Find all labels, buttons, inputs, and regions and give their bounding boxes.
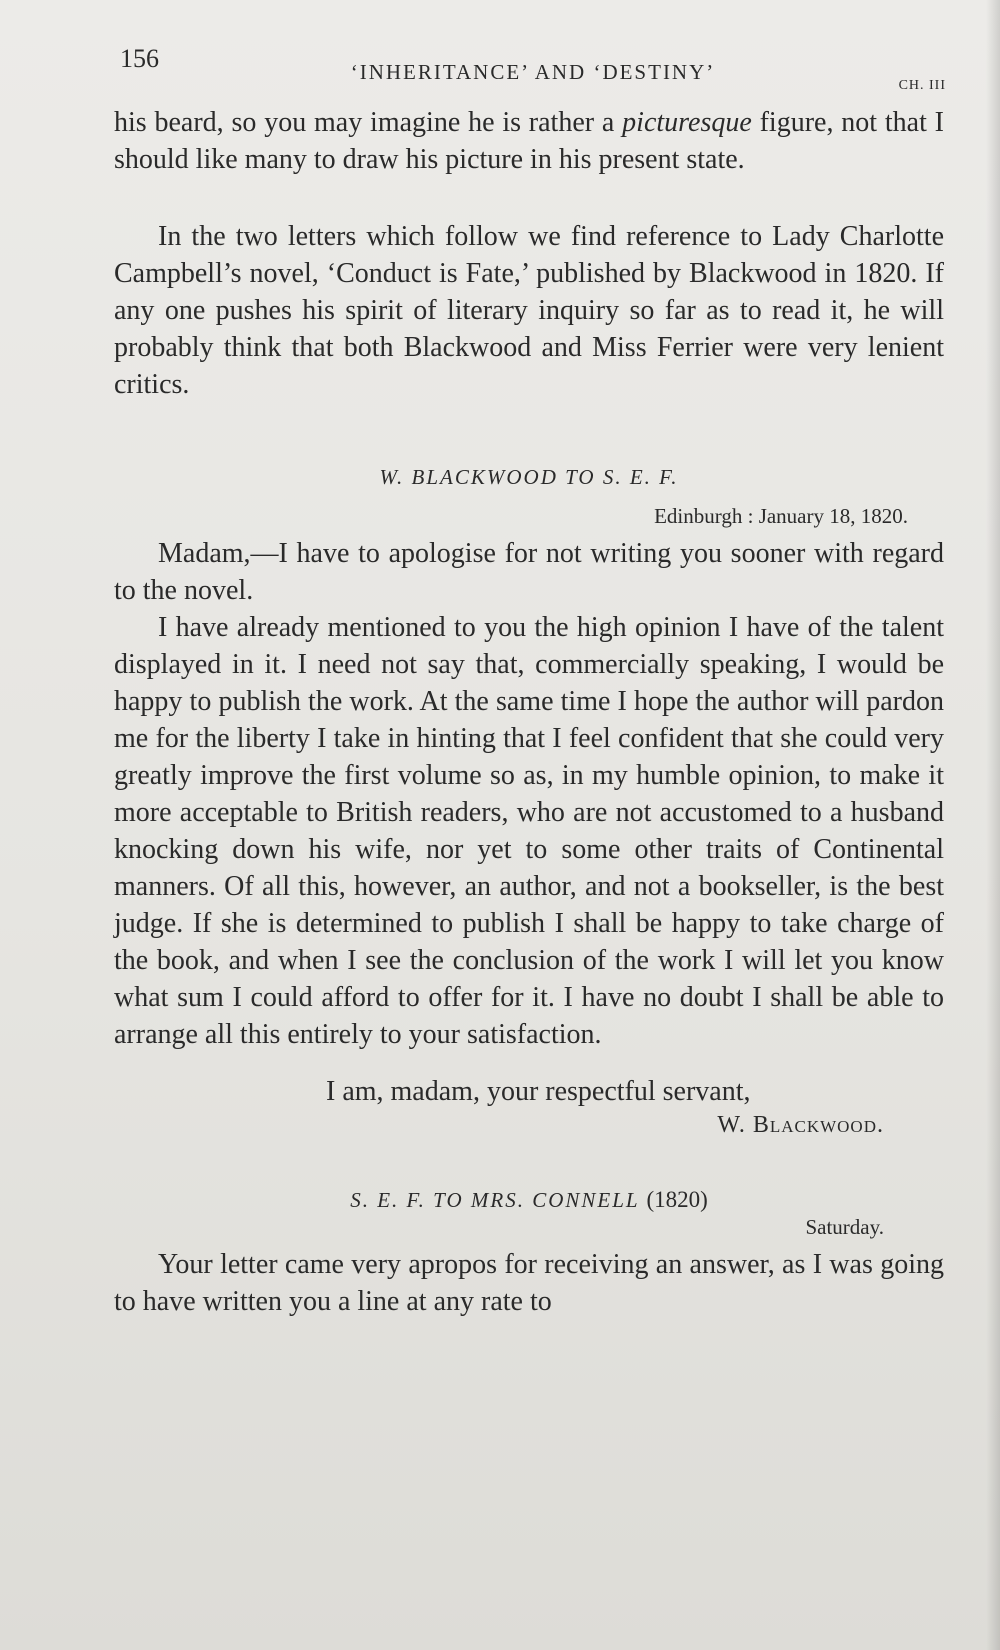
letter-paragraph: I have already mentioned to you the high opinion I have of the talent displayed in it. I need not say that, commercially speaking, I would be happy to publish the work. At the same time I hope the author will pardon me for the liberty I take in hinting that I feel confident that she could very greatly improve the first volume so as, in my humble opinion, to make it more acceptable to British readers, who are not accustomed to a husband knocking down his wife, nor yet to some other traits of Continental manners. Of all this, however, an author, and not a bookseller, is the best judge. If she is determined to publish I shall be happy to take charge of the book, and when I see the conclusion of the work I will let you know what sum I could afford to offer for it. I have no doubt I shall be able to arrange all this entirely to your satisfaction. bbox=[114, 612, 944, 1050]
letter-paragraph: Your letter came very apropos for receiving an answer, as I was going to have written you a line at any rate to bbox=[114, 1249, 944, 1317]
letter-heading bbox=[114, 1187, 944, 1213]
paragraph-text: his beard, so you may imagine he is rather a bbox=[114, 107, 623, 138]
letter-heading: W. BLACKWOOD TO S. E. F. bbox=[379, 465, 679, 489]
letter-closing: I am, madam, your respectful servant, bbox=[326, 1076, 751, 1107]
running-head bbox=[120, 44, 946, 93]
italic-word: picturesque bbox=[622, 107, 752, 138]
letter-heading-year: (1820) bbox=[646, 1187, 708, 1212]
chapter-reference: CH. III bbox=[898, 78, 946, 93]
letter-paragraph: Madam,—I have to apologise for not writing you sooner with regard to the novel. bbox=[114, 538, 944, 606]
page-body bbox=[114, 104, 944, 1320]
letter-heading-text: S. E. F. TO MRS. CONNELL bbox=[350, 1188, 640, 1212]
paragraph-text: figure, not that I should like many to draw his picture in his present state. bbox=[114, 107, 945, 175]
letter-dateline: Saturday. bbox=[805, 1215, 884, 1239]
intro-paragraph: In the two letters which follow we find reference to Lady Charlotte Campbell’s novel, ‘Conduct is Fate,’ published by Blackwood in 1820. If any one pushes his spirit of literary inquiry so far as to read it, he will probably think that both Blackwood and Miss Ferrier were very lenient critics. bbox=[114, 221, 944, 400]
continued-paragraph bbox=[114, 104, 944, 178]
page-number: 156 bbox=[120, 44, 159, 73]
running-title: ‘INHERITANCE’ AND ‘DESTINY’ bbox=[350, 60, 716, 84]
letter-dateline: Edinburgh : January 18, 1820. bbox=[654, 504, 908, 528]
page-edge-shadow bbox=[986, 0, 1000, 1650]
letter-signature: W. Blackwood. bbox=[717, 1112, 884, 1138]
